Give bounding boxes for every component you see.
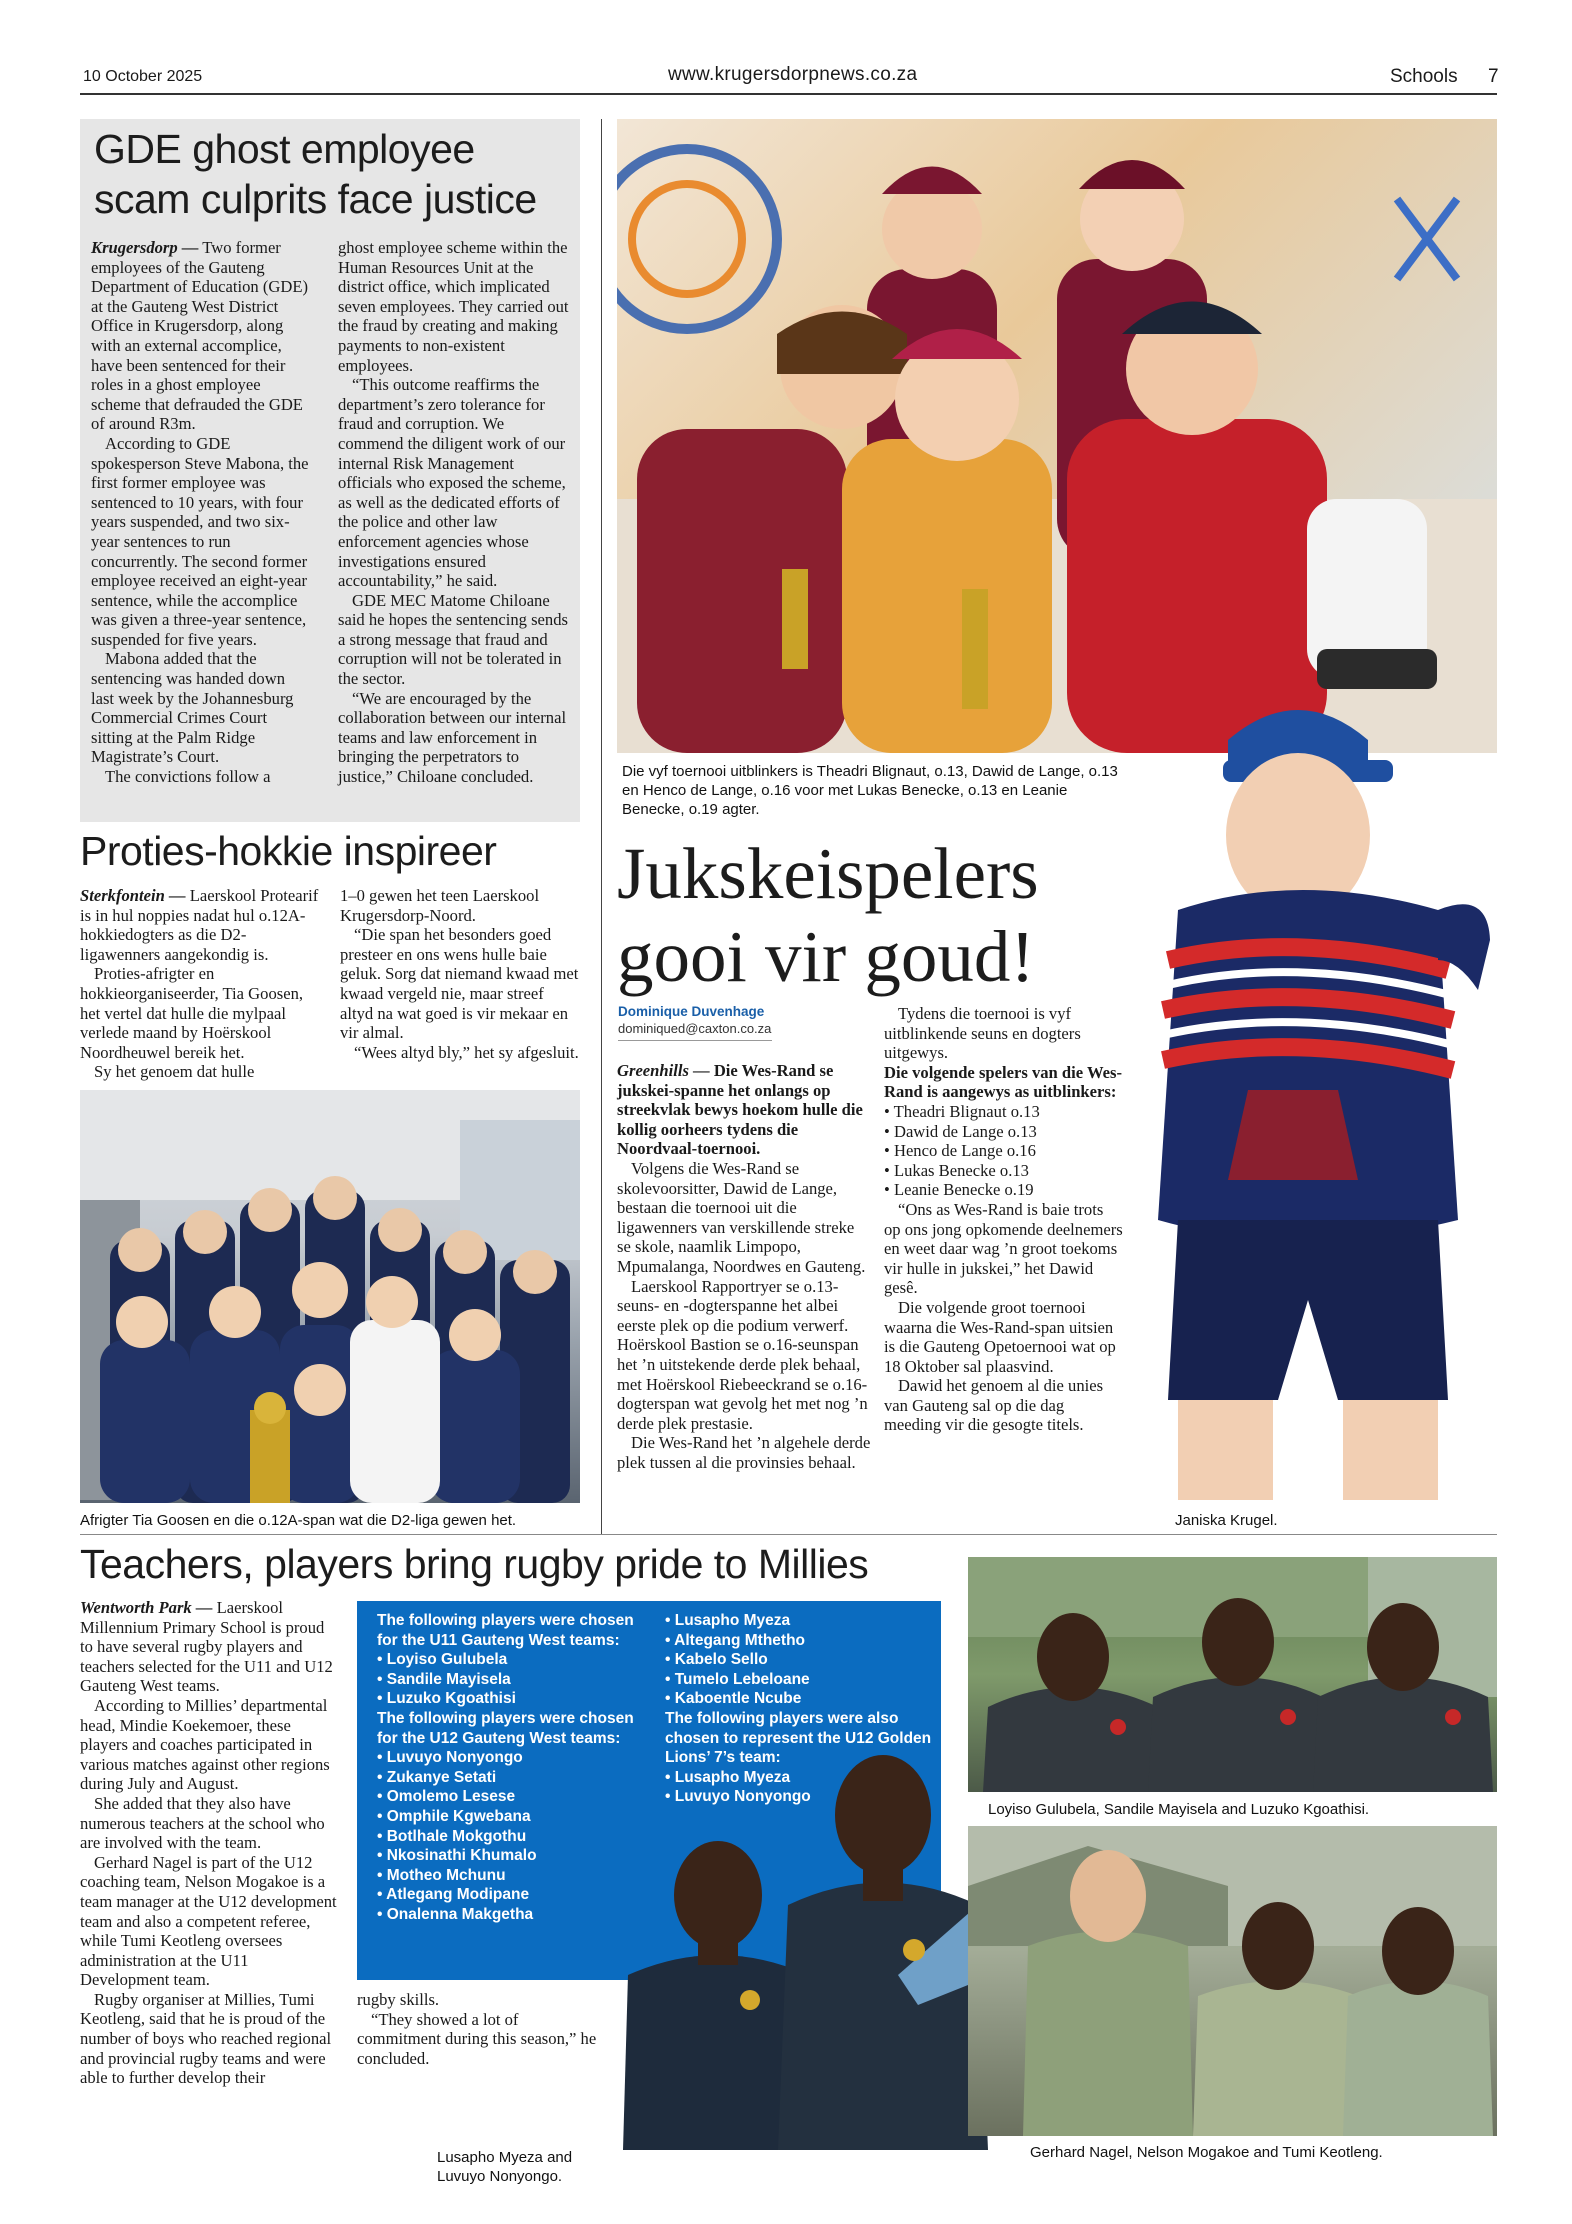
list-item: • Theadri Blignaut o.13 [884, 1101, 1040, 1121]
rugby-u11-illustration [968, 1557, 1497, 1792]
list-item: • Botlhale Mokgothu [377, 1827, 527, 1845]
rugby-dateline: Wentworth Park — [80, 1598, 213, 1617]
hockey-paragraph: 1–0 gewen het teen Laerskool Krugersdorp-Noord. [340, 886, 540, 925]
list-item: • Lukas Benecke o.13 [884, 1160, 1029, 1180]
ghost-paragraph: ghost employee scheme within the Human Resources Unit at the district office, which implicated seven employees. They carried out the fraud by creating and making payments to non-existent employees. [338, 238, 569, 375]
ghost-headline-line-1: GDE ghost employee [94, 126, 475, 172]
list-item: • Sandile Mayisela [377, 1670, 511, 1688]
section-name: Schools [1390, 66, 1458, 87]
byline-email[interactable]: dominiqued@caxton.co.za [618, 1021, 772, 1036]
ghost-paragraph: Mabona added that the sentencing was handed down last week by the Johannesburg Commercial Crimes Court sitting at the Palm Ridge Magistrate’s Court. [91, 649, 294, 767]
hockey-paragraph: “Die span het besonders goed presteer en ons wens hulle baie geluk. Sorg dat niemand kwaad met kwaad vergeld nie, maar streef altyd na wat goed is vir mekaar en vir almal. [340, 925, 579, 1043]
rugby-headline: Teachers, players bring rugby pride to Millies [80, 1541, 869, 1587]
jukskei-player-photo [1118, 660, 1498, 1500]
jukskei-headline-line-2: gooi vir goud! [617, 916, 1035, 997]
rugby-pair-caption [437, 2148, 572, 2186]
list-item: • Henco de Lange o.16 [884, 1141, 1036, 1161]
rugby-u11-photo [968, 1557, 1497, 1792]
ghost-paragraph: According to GDE spokesperson Steve Mabona, the first former employee was sentenced to 10 years, with four years suspended, and two six-year sentences to run concurrently. The second former employee received an eight-year sentence, while the accomplice was given a three-year sentence, suspended for five years. [91, 433, 309, 649]
list-item: • Luvuyo Nonyongo [665, 1788, 811, 1806]
hockey-photo-caption: Afrigter Tia Goosen en die o.12A-span wat die D2-liga gewen het. [80, 1512, 517, 1529]
list-item: • Loyiso Gulubela [377, 1651, 508, 1669]
jukskei-group-illustration [617, 119, 1497, 753]
hockey-paragraph: “Wees altyd bly,” het sy afgesluit. [354, 1042, 579, 1062]
ghost-headline-line-2: scam culprits face justice [94, 176, 537, 222]
header-rule [80, 93, 1497, 95]
hockey-paragraph: Proties-afrigter en hokkieorganiseerder, Tia Goosen, het vertel dat hulle die mylpaal verlede maand by Hoërskool Noordheuwel bereik het. [80, 964, 304, 1062]
rugby-paragraph: She added that they also have numerous teachers at the school who are involved with the team. [80, 1793, 325, 1853]
site-url[interactable]: www.krugersdorpnews.co.za [668, 64, 918, 85]
ghost-dateline: Krugersdorp — [91, 238, 199, 257]
jukskei-column-1 [617, 1061, 871, 1472]
hockey-column-2 [340, 886, 580, 1062]
column-divider [601, 119, 602, 1534]
jukskei-paragraph: Volgens die Wes-Rand se skolevoorsitter, Dawid de Lange, bestaan die toernooi uit die ligawenners van verskillende streke se skole, naamlik Limpopo, Mpumalanga, Noordwes en Gauteng. [617, 1158, 866, 1276]
rugby-pair-caption-line-2: Luvuyo Nonyongo. [437, 2168, 563, 2185]
list-item: • Luzuko Kgoathisi [377, 1690, 516, 1708]
list-item: • Dawid de Lange o.13 [884, 1121, 1037, 1141]
rugby-pair-caption-line-1: Lusapho Myeza and [437, 2149, 573, 2166]
hockey-team-photo [80, 1090, 580, 1503]
list-item: • Lusapho Myeza [665, 1768, 791, 1786]
jukskei-headline [617, 832, 1137, 998]
list-heading: The following players were chosen for the U11 Gauteng West teams: [377, 1612, 634, 1649]
list-item: • Leanie Benecke o.19 [884, 1180, 1034, 1200]
byline-name: Dominique Duvenhage [618, 1004, 765, 1019]
jukskei-headline-line-1: Jukskeispelers [617, 833, 1039, 914]
rugby-paragraph: Rugby organiser at Millies, Tumi Keotleng, said that he is proud of the number of boys who reached regional and provincial rugby teams and were able to further develop their [80, 1989, 332, 2088]
standouts-list [884, 1102, 1124, 1200]
hockey-dateline: Sterkfontein — [80, 886, 186, 905]
hockey-paragraph: Sterkfontein — Laerskool Protearif is in hul noppies nadat hul o.12A-hokkiedogters as die D2-ligawenners aangekondig is. [80, 886, 319, 964]
jukskei-player-illustration [1118, 660, 1498, 1500]
list-item: • Luvuyo Nonyongo [377, 1749, 523, 1767]
rugby-teachers-photo [968, 1826, 1497, 2136]
list-item: • Zukanye Setati [377, 1768, 497, 1786]
jukskei-paragraph: Dawid het genoem al die unies van Gauteng sal op die dag meeding vir die gesogte titels. [884, 1376, 1104, 1435]
jukskei-group-caption: Die vyf toernooi uitblinkers is Theadri Blignaut, o.13, Dawid de Lange, o.13 en Henco de Lange, o.16 voor met Lukas Benecke, o.13 en Leanie Benecke, o.19 agter. [622, 763, 1118, 818]
rugby-paragraph: rugby skills. [357, 1990, 440, 2009]
standouts-heading: Die volgende spelers van die Wes-Rand is aangewys as uitblinkers: [884, 1062, 1122, 1102]
list-item: • Altegang Mthetho [665, 1631, 806, 1649]
list-heading: The following players were also chosen to represent the U12 Golden Lions’ 7’s team: [665, 1709, 932, 1767]
list-item: • Kaboentle Ncube [665, 1690, 802, 1708]
jukskei-paragraph: Tydens die toernooi is vyf uitblinkende seuns en dogters uitgewys. [884, 1004, 1081, 1063]
jukskei-paragraph: Laerskool Rapportryer se o.13-seuns- en -dogterspanne het albei eerste plek op die podium verwerf. Hoërskool Bastion se o.16-seunspan het ’n uitstekende derde plek behaal, met Hoërskool Riebeeckrand se o.16-dogterspan wat gevolg het met nog ’n derde plek prestasie. [617, 1276, 868, 1433]
byline-rule [618, 1040, 772, 1041]
rugby-teachers-illustration [968, 1826, 1497, 2136]
rugby-paragraph: Gerhard Nagel is part of the U12 coaching team, Nelson Mogakoe is a team manager at the U12 development team and also a competent referee, while Tumi Keotleng oversees administration at the U11 Development team. [80, 1852, 337, 1990]
list-item: • Atlegang Modipane [377, 1886, 530, 1904]
list-item: • Omolemo Lesese [377, 1788, 516, 1806]
list-item: • Kabelo Sello [665, 1651, 768, 1669]
list-item: • Onalenna Makgetha [377, 1905, 534, 1923]
list-heading: The following players were chosen for the U12 Gauteng West teams: [377, 1709, 634, 1747]
ghost-paragraph: GDE MEC Matome Chiloane said he hopes the sentencing sends a strong message that fraud and corruption will not be tolerated in the sector. [338, 590, 568, 689]
jukskei-player-caption: Janiska Krugel. [1175, 1512, 1278, 1529]
hockey-column-1 [80, 886, 320, 1082]
hockey-paragraph: Sy het genoem dat hulle [94, 1062, 255, 1082]
list-item: • Tumelo Lebeloane [665, 1670, 810, 1688]
jukskei-dateline: Greenhills — [617, 1061, 710, 1080]
rugby-u11-caption: Loyiso Gulubela, Sandile Mayisela and Luzuko Kgoathisi. [988, 1801, 1370, 1818]
ghost-paragraph: Krugersdorp — Two former employees of the Gauteng Department of Education (GDE) at the Gauteng West District Office in Krugersdorp, along with an external accomplice, have been sentenced for their roles in a ghost employee scheme that defrauded the GDE of around R3m. [91, 238, 309, 434]
rugby-paragraph: Wentworth Park — Laerskool Millennium Primary School is proud to have several rugby players and teachers selected for the U11 and U12 Gauteng West teams. [80, 1598, 333, 1696]
rugby-paragraph: “They showed a lot of commitment during this season,” he concluded. [357, 2009, 597, 2068]
hockey-team-illustration [80, 1090, 580, 1503]
jukskei-paragraph: Die Wes-Rand het ’n algehele derde plek tussen al die provinsies behaal. [617, 1433, 871, 1472]
rugby-column-1 [80, 1598, 338, 2088]
jukskei-lede: Greenhills — Die Wes-Rand se jukskei-spanne het onlangs op streekvlak bewys hoekom hulle die kollig oorheers tydens die Noordvaal-toernooi. [617, 1061, 863, 1159]
ghost-paragraph: “This outcome reaffirms the department’s zero tolerance for fraud and corruption. We commend the diligent work of our internal Risk Management officials who exposed the scheme, as well as the dedicated efforts of the police and other law enforcement agencies whose investigations ensured accountability,” he said. [338, 375, 566, 591]
list-item: • Nkosinathi Khumalo [377, 1847, 537, 1865]
jukskei-column-2 [884, 1004, 1124, 1435]
page-number: 7 [1488, 66, 1499, 87]
jukskei-paragraph: Die volgende groot toernooi waarna die Wes-Rand-span uitsien is die Gauteng Opetoernooi wat op 18 Oktober sal plaasvind. [884, 1297, 1116, 1376]
ghost-paragraph: “We are encouraged by the collaboration between our internal teams and law enforcement in bringing the perpetrators to justice,” Chiloane concluded. [338, 688, 567, 787]
list-item: • Lusapho Myeza [665, 1612, 791, 1629]
ghost-headline [94, 124, 574, 224]
list-item: • Omphile Kgwebana [377, 1807, 531, 1825]
rugby-teachers-caption: Gerhard Nagel, Nelson Mogakoe and Tumi Keotleng. [1030, 2144, 1383, 2161]
ghost-column-1 [91, 238, 309, 787]
rugby-paragraph: According to Millies’ departmental head, Mindie Koekemoer, these players and coaches participated in various matches against other regions during July and August. [80, 1695, 330, 1794]
section-rule [80, 1534, 1497, 1535]
hockey-headline: Proties-hokkie inspireer [80, 828, 497, 874]
rugby-column-2 [357, 1990, 597, 2068]
ghost-column-2 [338, 238, 570, 787]
list-item: • Motheo Mchunu [377, 1866, 506, 1884]
jukskei-group-photo [617, 119, 1497, 753]
ghost-paragraph: The convictions follow a [105, 767, 271, 787]
jukskei-paragraph: “Ons as Wes-Rand is baie trots op ons jong opkomende deelnemers en weet daar wag ’n groot toekoms vir hulle in jukskei,” het Dawid gesê. [884, 1199, 1123, 1298]
page-date: 10 October 2025 [83, 68, 203, 85]
